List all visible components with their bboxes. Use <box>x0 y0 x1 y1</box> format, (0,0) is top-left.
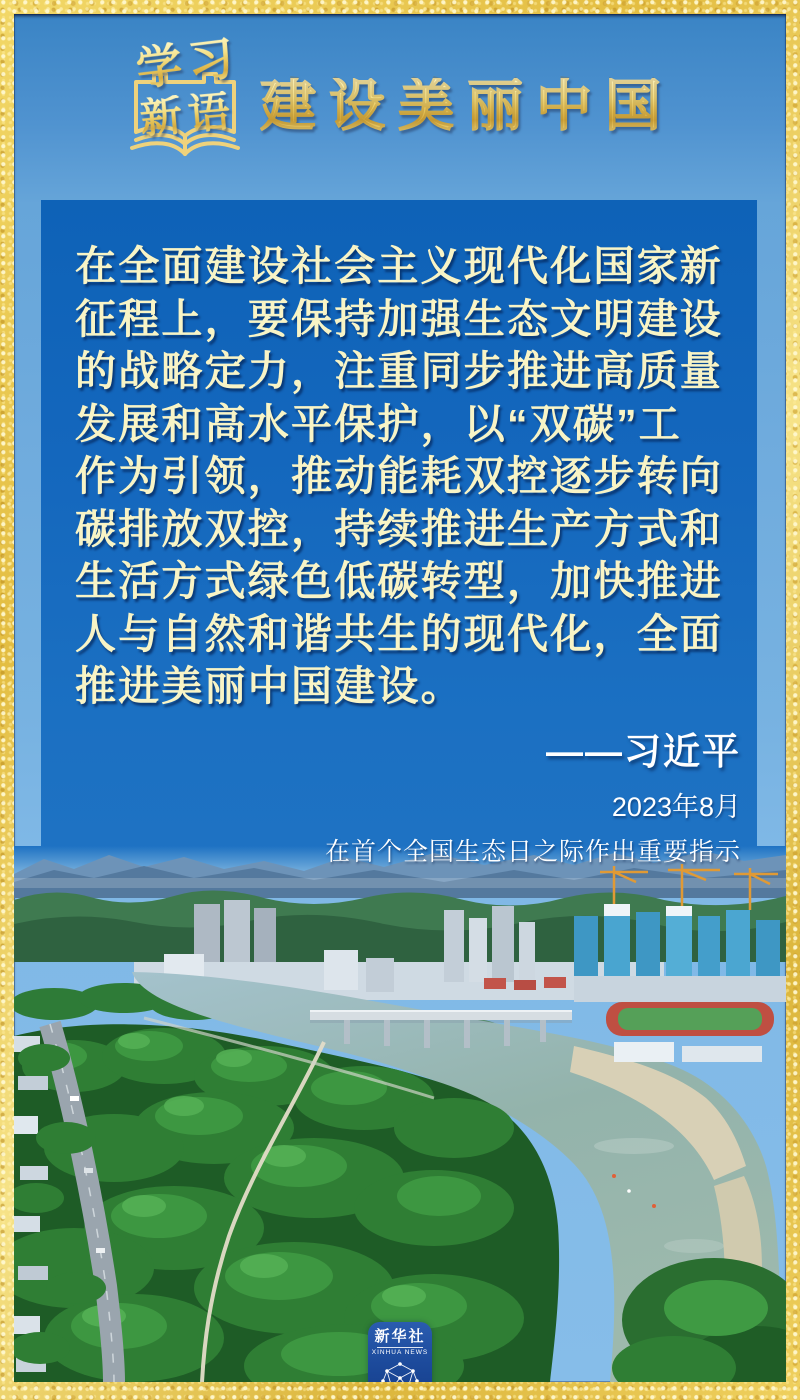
quote-panel <box>41 200 757 866</box>
seal-text-bottom: 新语 <box>138 86 238 143</box>
aerial-photo <box>14 846 786 1382</box>
xinhua-en-label: XINHUA NEWS <box>371 1349 429 1356</box>
attribution: ——习近平 <box>546 730 741 772</box>
poster-canvas <box>14 14 786 1382</box>
quote-context: 在首个全国生态日之际作出重要指示 <box>324 837 741 866</box>
xinhua-logo <box>368 1322 432 1382</box>
quote-line: 碳排放双控，持续推进生产方式和 <box>75 505 723 552</box>
study-seal <box>126 30 244 170</box>
quote-line: 推进美丽中国建设。 <box>75 663 464 709</box>
quote-line: 在全面建设社会主义现代化国家新 <box>75 243 723 289</box>
quote-line: 征程上，要保持加强生态文明建设 <box>75 295 723 342</box>
seal-text-top: 学习 <box>133 30 243 96</box>
page-title: 建设美丽中国 <box>260 74 674 137</box>
header <box>14 30 786 170</box>
xinhua-cn-label: 新华社 <box>374 1328 426 1345</box>
aerial-photo-illustration <box>14 846 786 1382</box>
xinhua-globe-icon <box>379 1360 421 1383</box>
divider <box>377 1347 423 1348</box>
attribution-block <box>41 721 757 868</box>
quote-line: 作为引领，推动能耗双控逐步转向 <box>75 453 723 499</box>
quote-text <box>41 200 757 713</box>
quote-line: 发展和高水平保护，以“双碳”工 <box>75 400 682 447</box>
quote-line: 的战略定力，注重同步推进高质量 <box>75 348 723 394</box>
quote-date: 2023年8月 <box>611 791 741 822</box>
quote-line: 人与自然和谐共生的现代化，全面 <box>75 610 723 657</box>
quote-line: 生活方式绿色低碳转型，加快推进 <box>75 558 723 604</box>
